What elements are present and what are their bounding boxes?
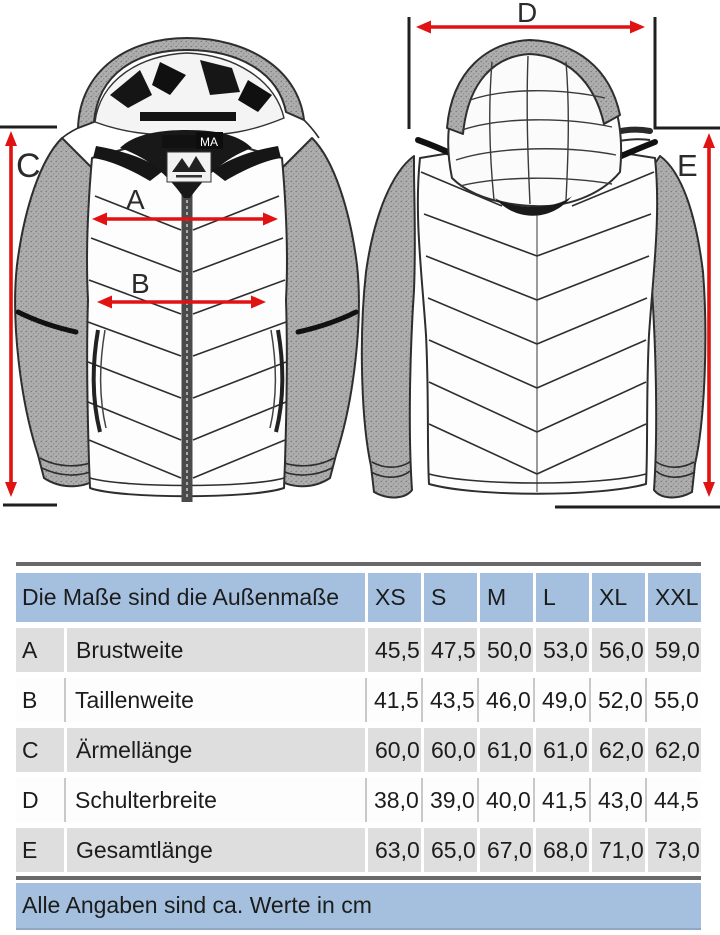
row-label: Brustweite <box>64 628 365 672</box>
size-table <box>16 562 701 930</box>
footer-note-text: Alle Angaben sind ca. Werte in cm <box>22 892 372 918</box>
value-cell: 46,0 <box>477 678 533 722</box>
value-cell: 44,5 <box>645 778 701 822</box>
value-cell: 39,0 <box>421 778 477 822</box>
table-row-e <box>16 828 701 872</box>
value-cell: 62,0 <box>645 728 701 772</box>
value-cell: 41,5 <box>533 778 589 822</box>
value-cell: 56,0 <box>589 628 645 672</box>
size-col-s: S <box>421 573 477 622</box>
measurement-b-label: B <box>131 268 150 299</box>
table-row-c <box>16 728 701 772</box>
value-cell: 62,0 <box>589 728 645 772</box>
row-key: A <box>22 636 38 663</box>
size-col-l: L <box>533 573 589 622</box>
table-header-row <box>16 573 701 622</box>
value-cell: 52,0 <box>589 678 645 722</box>
row-label: Taillenweite <box>64 678 365 722</box>
row-key: C <box>22 736 39 763</box>
measurement-a-label: A <box>126 184 145 215</box>
value-cell: 71,0 <box>589 828 645 872</box>
value-cell: 45,5 <box>365 628 421 672</box>
size-col-m: M <box>477 573 533 622</box>
collar-label-text: MA <box>200 135 218 149</box>
measurement-e-label: E <box>677 148 698 183</box>
value-cell: 61,0 <box>533 728 589 772</box>
row-key: D <box>22 786 39 813</box>
table-row-a <box>16 628 701 672</box>
row-label: Ärmellänge <box>64 728 365 772</box>
row-key: E <box>22 836 38 863</box>
value-cell: 47,5 <box>421 628 477 672</box>
value-cell: 41,5 <box>365 678 421 722</box>
row-key: B <box>22 686 38 713</box>
table-row-b <box>16 678 701 722</box>
size-col-xs: XS <box>365 573 421 622</box>
table-top-border <box>16 562 701 566</box>
value-cell: 59,0 <box>645 628 701 672</box>
table-footer-divider <box>16 876 701 880</box>
value-cell: 67,0 <box>477 828 533 872</box>
value-cell: 50,0 <box>477 628 533 672</box>
front-jacket-illustration <box>15 38 359 502</box>
front-zipper <box>182 150 193 502</box>
size-col-xl: XL <box>589 573 645 622</box>
table-title: Die Maße sind die Außenmaße <box>22 584 340 610</box>
size-col-xxl: XXL <box>645 573 701 622</box>
row-label: Schulterbreite <box>64 778 365 822</box>
value-cell: 61,0 <box>477 728 533 772</box>
measurement-c-label: C <box>16 147 41 185</box>
value-cell: 55,0 <box>645 678 701 722</box>
value-cell: 63,0 <box>365 828 421 872</box>
value-cell: 40,0 <box>477 778 533 822</box>
value-cell: 49,0 <box>533 678 589 722</box>
value-cell: 53,0 <box>533 628 589 672</box>
value-cell: 73,0 <box>645 828 701 872</box>
row-label: Gesamtlänge <box>64 828 365 872</box>
value-cell: 38,0 <box>365 778 421 822</box>
value-cell: 43,5 <box>421 678 477 722</box>
value-cell: 65,0 <box>421 828 477 872</box>
value-cell: 68,0 <box>533 828 589 872</box>
value-cell: 60,0 <box>421 728 477 772</box>
value-cell: 60,0 <box>365 728 421 772</box>
measurement-d-label: D <box>517 0 538 28</box>
value-cell: 43,0 <box>589 778 645 822</box>
table-row-d <box>16 778 701 822</box>
table-footer-note <box>16 883 701 930</box>
